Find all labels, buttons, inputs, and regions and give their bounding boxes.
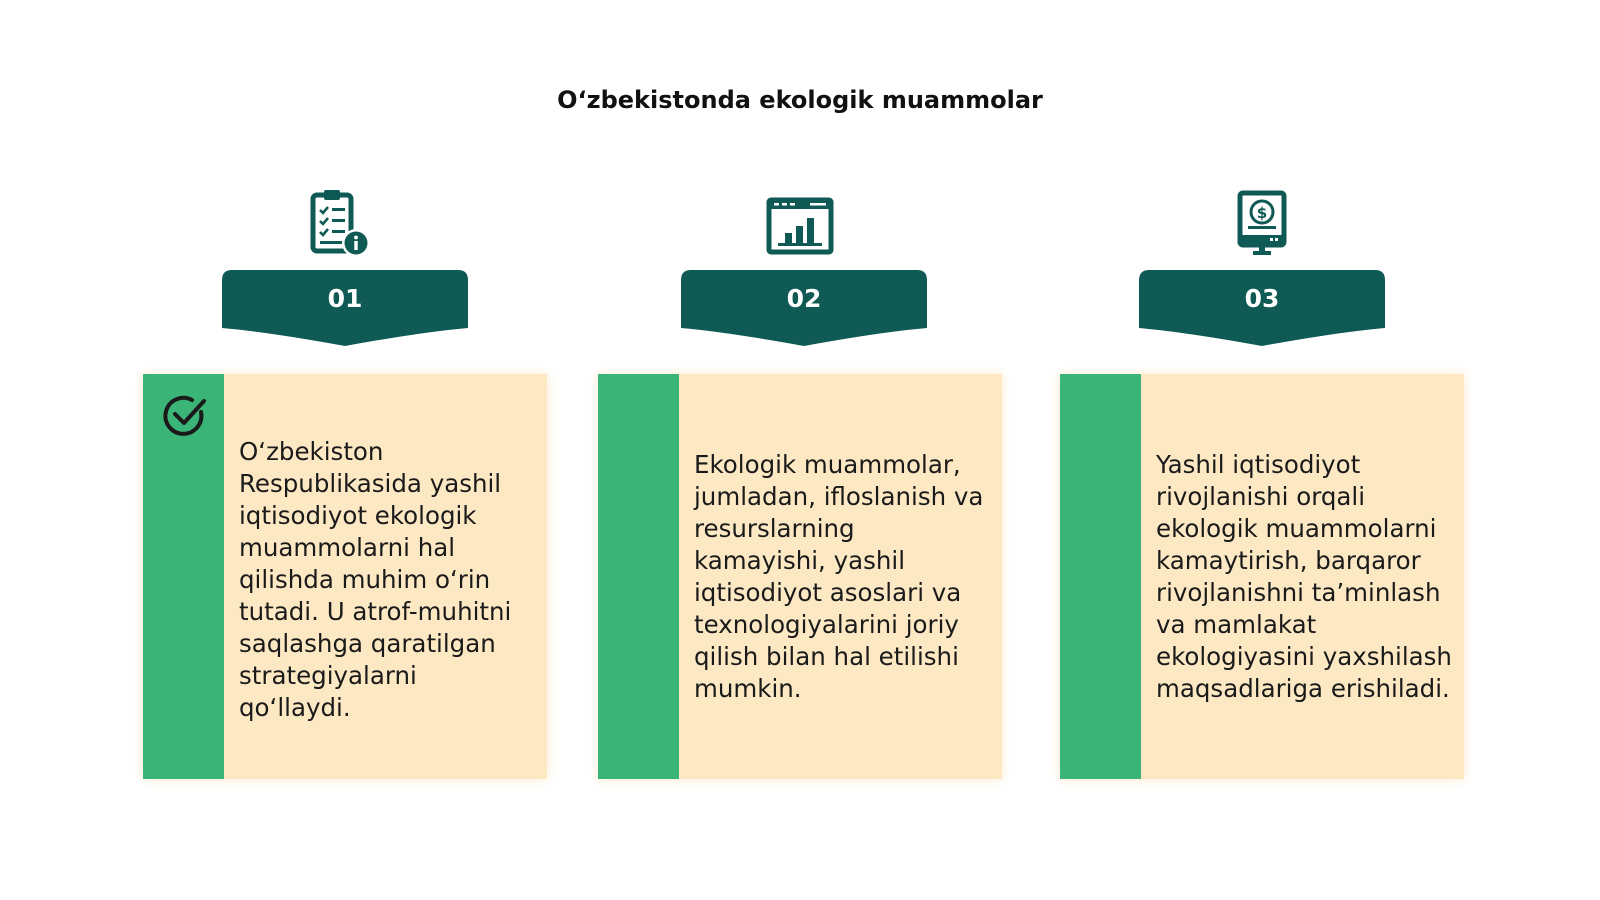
check-circle-icon	[161, 392, 209, 440]
clipboard-checklist-info-icon	[303, 188, 375, 260]
step-number: 03	[1244, 284, 1280, 313]
info-card-1	[143, 374, 547, 779]
card-text: O‘zbekiston Respublikasida yashil iqtisodiyot ekologik muammolarni hal qilishda muhim o‘rin tutadi. U atrof-muhitni saqlashga qaratilgan strategiyalarni qo‘llaydi.	[239, 436, 512, 722]
card-stripe	[598, 374, 679, 779]
info-card-2	[598, 374, 1002, 779]
bar-chart-window-icon	[764, 188, 836, 260]
card-text: Yashil iqtisodiyot rivojlanishi orqali ekologik muammolarni kamaytirish, barqaror rivojlanishni ta’minlash va mamlakat ekologiyasini yaxshilash maqsadlariga erishiladi.	[1156, 449, 1452, 703]
step-number: 01	[327, 284, 363, 313]
page-title: O‘zbekistonda ekologik muammolar	[557, 86, 1043, 114]
card-text: Ekologik muammolar, jumladan, ifloslanish va resurslarning kamayishi, yashil iqtisodiyot asoslari va texnologiyalarini joriy qilish bilan hal etilishi mumkin.	[694, 449, 984, 703]
step-number: 02	[786, 284, 822, 313]
svg-text:$: $	[1256, 204, 1268, 222]
card-stripe	[1060, 374, 1141, 779]
step-badge-02	[681, 270, 927, 346]
step-badge-03	[1139, 270, 1385, 346]
info-card-3	[1060, 374, 1464, 779]
card-stripe	[143, 374, 224, 779]
step-badge-01	[222, 270, 468, 346]
money-monitor-icon	[1226, 188, 1298, 260]
